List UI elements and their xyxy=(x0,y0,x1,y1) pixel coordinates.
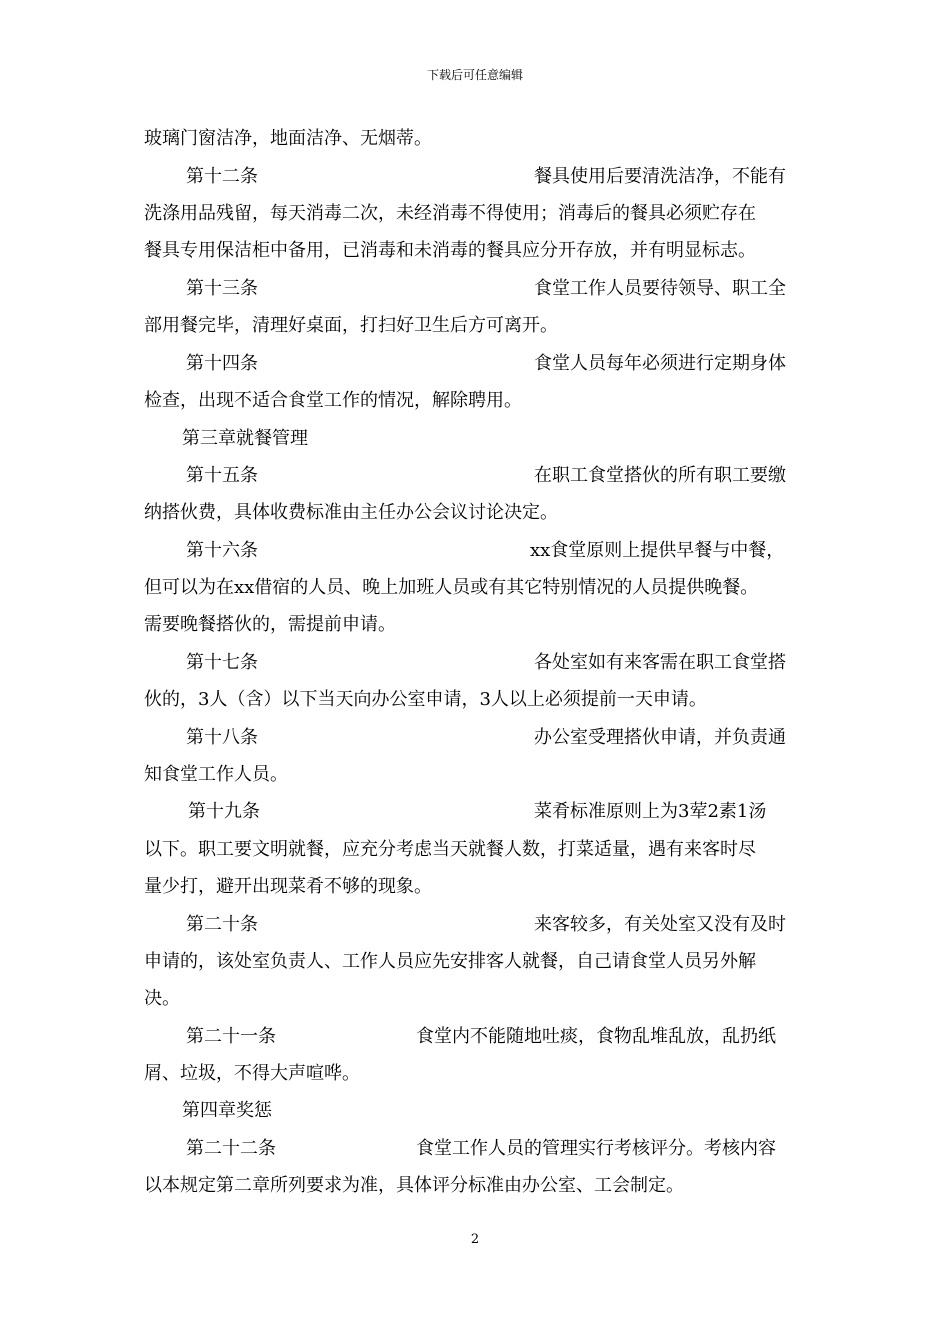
page-number: 2 xyxy=(470,1232,480,1247)
text-line: 纳搭伙费，具体收费标准由主任办公会议讨论决定。 xyxy=(144,502,558,523)
text-line: xx食堂原则上提供早餐与中餐， xyxy=(530,540,785,561)
text-line: 来客较多，有关处室又没有及时 xyxy=(534,914,786,935)
text-line: 知食堂工作人员。 xyxy=(144,764,288,785)
article-heading: 第十九条 xyxy=(188,801,260,822)
text-line: 洗涤用品残留，每天消毒二次，未经消毒不得使用；消毒后的餐具必须贮存在 xyxy=(144,203,756,224)
chapter-heading: 第四章奖惩 xyxy=(182,1100,272,1121)
text-line: 申请的，该处室负责人、工作人员应先安排客人就餐，自己请食堂人员另外解 xyxy=(144,951,756,972)
text-line: 餐具使用后要清洗洁净，不能有 xyxy=(534,166,786,187)
article-heading: 第二十一条 xyxy=(186,1026,276,1047)
text-line: 办公室受理搭伙申请，并负责通 xyxy=(534,727,786,748)
text-line: 但可以为在xx借宿的人员、晚上加班人员或有其它特别情况的人员提供晚餐。 xyxy=(144,577,759,598)
text-line: 伙的，3人（含）以下当天向办公室申请，3人以上必须提前一天申请。 xyxy=(144,689,707,710)
text-line: 需要晚餐搭伙的，需提前申请。 xyxy=(144,614,396,635)
text-line: 屑、垃圾，不得大声喧哗。 xyxy=(144,1063,360,1084)
article-heading: 第十五条 xyxy=(186,465,258,486)
article-heading: 第二十条 xyxy=(186,914,258,935)
article-heading: 第十七条 xyxy=(186,652,258,673)
text-line: 食堂工作人员的管理实行考核评分。考核内容 xyxy=(416,1138,776,1159)
text-line: 以本规定第二章所列要求为准，具体评分标准由办公室、工会制定。 xyxy=(144,1175,684,1196)
text-line: 菜肴标准原则上为3荤2素1汤 xyxy=(534,801,767,822)
text-line: 食堂工作人员要待领导、职工全 xyxy=(534,278,786,299)
text-line: 决。 xyxy=(144,988,180,1009)
page-header: 下载后可任意编辑 xyxy=(426,68,523,82)
chapter-heading: 第三章就餐管理 xyxy=(182,428,308,449)
text-line: 食堂内不能随地吐痰，食物乱堆乱放，乱扔纸 xyxy=(416,1026,776,1047)
article-heading: 第二十二条 xyxy=(186,1138,276,1159)
text-line: 在职工食堂搭伙的所有职工要缴 xyxy=(534,465,786,486)
article-heading: 第十二条 xyxy=(186,166,258,187)
text-line: 玻璃门窗洁净，地面洁净、无烟蒂。 xyxy=(144,128,432,149)
text-line: 量少打，避开出现菜肴不够的现象。 xyxy=(144,876,432,897)
article-heading: 第十四条 xyxy=(186,353,258,374)
text-line: 以下。职工要文明就餐，应充分考虑当天就餐人数，打菜适量，遇有来客时尽 xyxy=(144,839,756,860)
article-heading: 第十三条 xyxy=(186,278,258,299)
text-line: 检查，出现不适合食堂工作的情况，解除聘用。 xyxy=(144,390,522,411)
text-line: 餐具专用保洁柜中备用，已消毒和未消毒的餐具应分开存放，并有明显标志。 xyxy=(144,240,756,261)
text-line: 各处室如有来客需在职工食堂搭 xyxy=(534,652,786,673)
text-line: 部用餐完毕，清理好桌面，打扫好卫生后方可离开。 xyxy=(144,315,558,336)
text-line: 食堂人员每年必须进行定期身体 xyxy=(534,353,786,374)
article-heading: 第十八条 xyxy=(186,727,258,748)
article-heading: 第十六条 xyxy=(186,540,258,561)
